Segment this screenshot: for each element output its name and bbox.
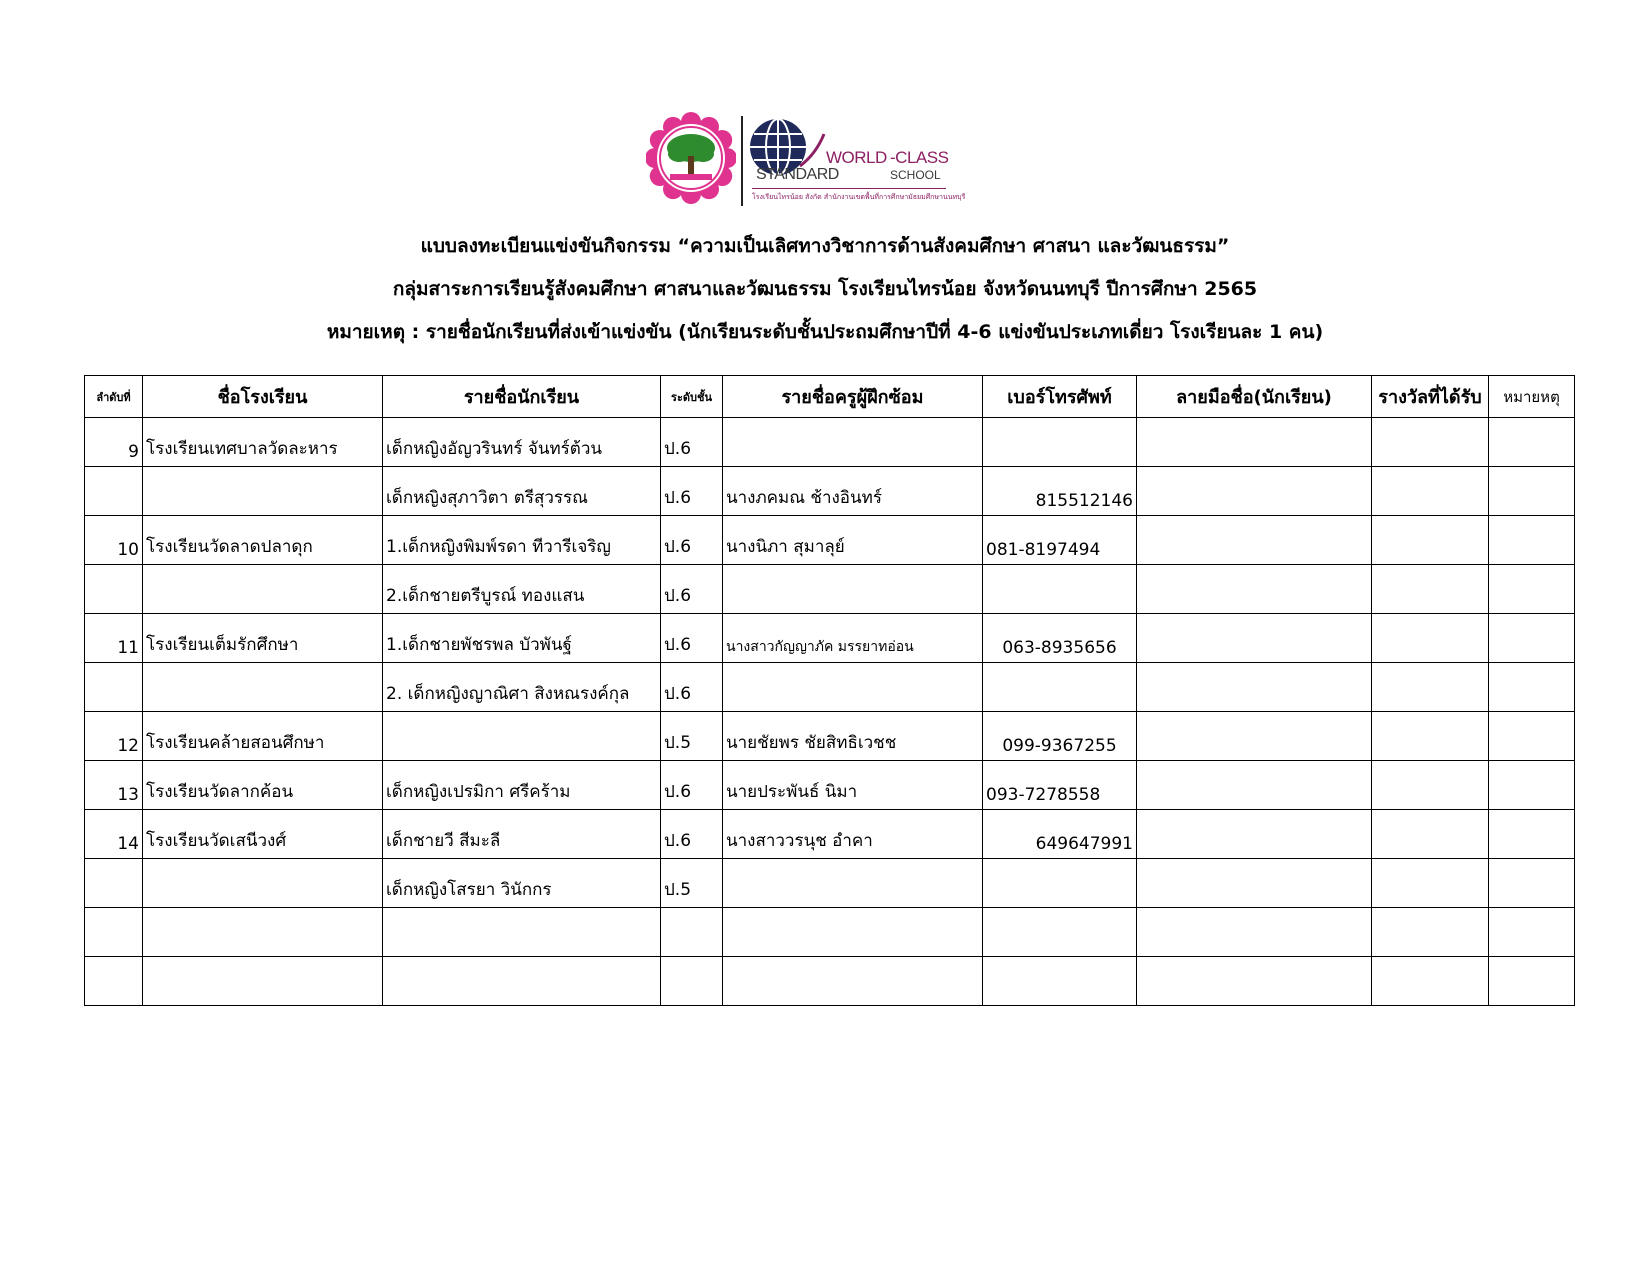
- cell-no: [85, 467, 143, 516]
- cell-remark: [1489, 663, 1575, 712]
- cell-signature: [1137, 761, 1372, 810]
- cell-teacher: นายชัยพร ชัยสิทธิเวชช: [723, 712, 983, 761]
- cell-phone: [983, 418, 1137, 467]
- cell-school: โรงเรียนวัดลาดปลาดุก: [143, 516, 383, 565]
- cell-school: [143, 467, 383, 516]
- table-row: [85, 712, 1575, 761]
- cell-level: [661, 908, 723, 957]
- cell-no: [85, 908, 143, 957]
- cell-student: เด็กหญิงเปรมิกา ศรีคร้าม: [383, 761, 661, 810]
- cell-remark: [1489, 761, 1575, 810]
- cell-signature: [1137, 957, 1372, 1006]
- cell-phone: [983, 859, 1137, 908]
- cell-teacher: นางสาวกัญญาภัค มรรยาทอ่อน: [723, 614, 983, 663]
- class-text: -CLASS: [890, 148, 949, 167]
- school-seal-logo: [646, 112, 736, 204]
- standard-text: STANDARD: [756, 166, 839, 183]
- cell-phone: 093-7278558: [983, 761, 1137, 810]
- header-remark: หมายหตุ: [1489, 376, 1575, 418]
- table-row: [85, 908, 1575, 957]
- header-signature: ลายมือชื่อ(นักเรียน): [1137, 376, 1372, 418]
- cell-student: เด็กหญิงอัญวรินทร์ จันทร์ต้วน: [383, 418, 661, 467]
- cell-level: ป.6: [661, 614, 723, 663]
- cell-student: [383, 908, 661, 957]
- cell-phone: [983, 908, 1137, 957]
- cell-award: [1372, 418, 1489, 467]
- cell-phone: 081-8197494: [983, 516, 1137, 565]
- logo-caption: โรงเรียนไทรน้อย สังกัด สำนักงานเขตพื้นที่การศึกษามัธยมศึกษานนทบุรี: [752, 193, 966, 201]
- cell-phone: [983, 663, 1137, 712]
- cell-teacher: นางสาววรนุช อำคา: [723, 810, 983, 859]
- cell-level: [661, 957, 723, 1006]
- table-row: [85, 663, 1575, 712]
- cell-teacher: [723, 957, 983, 1006]
- cell-level: ป.6: [661, 663, 723, 712]
- cell-school: โรงเรียนวัดลากค้อน: [143, 761, 383, 810]
- cell-level: ป.6: [661, 467, 723, 516]
- header-award: รางวัลที่ได้รับ: [1372, 376, 1489, 418]
- cell-student: 2. เด็กหญิงญาณิศา สิงหณรงค์กุล: [383, 663, 661, 712]
- table-row: [85, 418, 1575, 467]
- cell-award: [1372, 908, 1489, 957]
- cell-level: ป.6: [661, 761, 723, 810]
- cell-signature: [1137, 712, 1372, 761]
- table-row: [85, 516, 1575, 565]
- cell-no: 13: [85, 761, 143, 810]
- cell-award: [1372, 467, 1489, 516]
- cell-remark: [1489, 565, 1575, 614]
- cell-signature: [1137, 614, 1372, 663]
- cell-student: 1.เด็กหญิงพิมพ์รดา ทีวารีเจริญ: [383, 516, 661, 565]
- cell-award: [1372, 565, 1489, 614]
- cell-level: ป.6: [661, 418, 723, 467]
- cell-signature: [1137, 859, 1372, 908]
- cell-level: ป.5: [661, 859, 723, 908]
- cell-remark: [1489, 467, 1575, 516]
- cell-teacher: นายประพันธ์ นิมา: [723, 761, 983, 810]
- cell-award: [1372, 516, 1489, 565]
- table-row: [85, 859, 1575, 908]
- heading-title: แบบลงทะเบียนแข่งขันกิจกรรม “ความเป็นเลิศทางวิชาการด้านสังคมศึกษา ศาสนา และวัฒนธรรม”: [420, 235, 1230, 257]
- cell-award: [1372, 810, 1489, 859]
- cell-teacher: [723, 859, 983, 908]
- cell-phone: 063-8935656: [983, 614, 1137, 663]
- logo-divider: [741, 116, 743, 206]
- cell-no: [85, 565, 143, 614]
- cell-student: เด็กหญิงโสรยา วินักกร: [383, 859, 661, 908]
- cell-student: [383, 957, 661, 1006]
- cell-no: 11: [85, 614, 143, 663]
- cell-student: 1.เด็กชายพัชรพล บัวพันฐ์: [383, 614, 661, 663]
- cell-signature: [1137, 418, 1372, 467]
- table-row: [85, 565, 1575, 614]
- school-text: SCHOOL: [890, 168, 941, 182]
- cell-remark: [1489, 516, 1575, 565]
- table-row: [85, 467, 1575, 516]
- cell-remark: [1489, 614, 1575, 663]
- cell-award: [1372, 614, 1489, 663]
- cell-school: โรงเรียนวัดเสนีวงศ์: [143, 810, 383, 859]
- cell-signature: [1137, 908, 1372, 957]
- cell-school: [143, 663, 383, 712]
- registration-table: [84, 375, 1575, 1006]
- header-student: รายชื่อนักเรียน: [383, 376, 661, 418]
- cell-level: ป.6: [661, 810, 723, 859]
- cell-signature: [1137, 467, 1372, 516]
- cell-student: เด็กชายวี สีมะลี: [383, 810, 661, 859]
- cell-level: ป.6: [661, 565, 723, 614]
- cell-award: [1372, 712, 1489, 761]
- world-text: WORLD: [826, 148, 887, 167]
- header-level: ระดับชั้น: [661, 376, 723, 418]
- cell-remark: [1489, 810, 1575, 859]
- heading-note: หมายเหตุ : รายชื่อนักเรียนที่ส่งเข้าแข่งขัน (นักเรียนระดับชั้นประถมศึกษาปีที่ 4-6 แข่งขันประเภทเดี่ยว โรงเรียนละ 1 คน): [326, 321, 1324, 343]
- table-row: [85, 810, 1575, 859]
- cell-signature: [1137, 663, 1372, 712]
- table-row: [85, 761, 1575, 810]
- cell-school: [143, 565, 383, 614]
- cell-phone: [983, 565, 1137, 614]
- cell-remark: [1489, 418, 1575, 467]
- cell-school: [143, 859, 383, 908]
- cell-remark: [1489, 957, 1575, 1006]
- cell-no: 9: [85, 418, 143, 467]
- cell-student: [383, 712, 661, 761]
- cell-no: 10: [85, 516, 143, 565]
- cell-remark: [1489, 908, 1575, 957]
- header-teacher: รายชื่อครูผู้ฝึกซ้อม: [723, 376, 983, 418]
- header-no: ลำดับที่: [85, 376, 143, 418]
- cell-student: เด็กหญิงสุภาวิตา ตรีสุวรรณ: [383, 467, 661, 516]
- cell-level: ป.6: [661, 516, 723, 565]
- cell-award: [1372, 761, 1489, 810]
- cell-school: [143, 957, 383, 1006]
- header-school: ชื่อโรงเรียน: [143, 376, 383, 418]
- table-row: [85, 957, 1575, 1006]
- cell-school: [143, 908, 383, 957]
- cell-no: [85, 663, 143, 712]
- logo-underline: [752, 188, 946, 189]
- cell-teacher: [723, 565, 983, 614]
- table-body: [85, 418, 1575, 1006]
- cell-signature: [1137, 565, 1372, 614]
- cell-signature: [1137, 516, 1372, 565]
- cell-phone: [983, 957, 1137, 1006]
- heading-subtitle: กลุ่มสาระการเรียนรู้สังคมศึกษา ศาสนาและวัฒนธรรม โรงเรียนไทรน้อย จังหวัดนนทบุรี ปีการศึกษา 2565: [392, 278, 1258, 300]
- cell-school: โรงเรียนเต็มรักศึกษา: [143, 614, 383, 663]
- cell-award: [1372, 663, 1489, 712]
- cell-student: 2.เด็กชายตรีบูรณ์ ทองแสน: [383, 565, 661, 614]
- cell-award: [1372, 859, 1489, 908]
- document-headings: [0, 225, 1650, 354]
- cell-teacher: [723, 418, 983, 467]
- cell-no: 12: [85, 712, 143, 761]
- cell-phone: 649647991: [983, 810, 1137, 859]
- header-phone: เบอร์โทรศัพท์: [983, 376, 1137, 418]
- cell-no: 14: [85, 810, 143, 859]
- cell-school: โรงเรียนคล้ายสอนศึกษา: [143, 712, 383, 761]
- table-row: [85, 614, 1575, 663]
- cell-school: โรงเรียนเทศบาลวัดละหาร: [143, 418, 383, 467]
- cell-teacher: [723, 663, 983, 712]
- cell-award: [1372, 957, 1489, 1006]
- cell-teacher: นางนิภา สุมาลุย์: [723, 516, 983, 565]
- logo-group: [646, 112, 966, 212]
- cell-phone: 099-9367255: [983, 712, 1137, 761]
- cell-teacher: นางภคมณ ช้างอินทร์: [723, 467, 983, 516]
- cell-phone: 815512146: [983, 467, 1137, 516]
- cell-remark: [1489, 859, 1575, 908]
- cell-no: [85, 957, 143, 1006]
- table-header-row: [85, 376, 1575, 418]
- cell-teacher: [723, 908, 983, 957]
- cell-signature: [1137, 810, 1372, 859]
- cell-no: [85, 859, 143, 908]
- cell-level: ป.5: [661, 712, 723, 761]
- cell-remark: [1489, 712, 1575, 761]
